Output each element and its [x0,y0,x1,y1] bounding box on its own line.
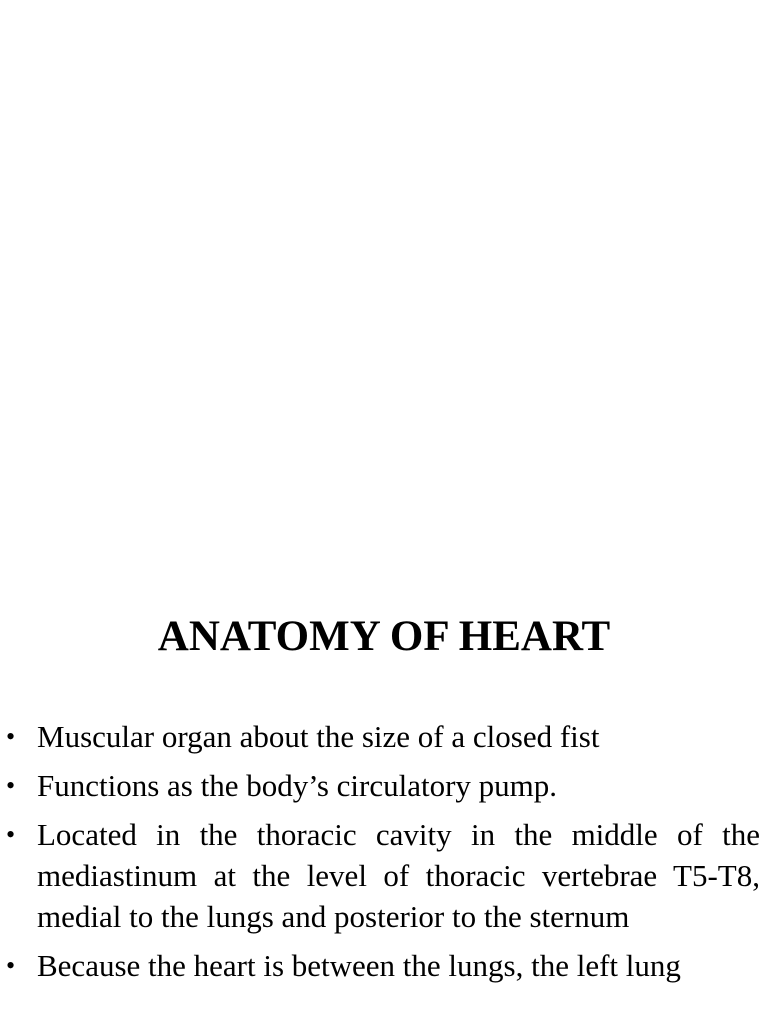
bullet-icon: • [6,820,16,849]
bullet-icon: • [6,722,16,751]
bullet-icon: • [6,771,16,800]
bullet-text: Located in the thoracic cavity in the middle of the mediastinum at the level of thoracic vertebrae T5-T8, medial to the lungs and posterior to the sternum [37,817,760,934]
bullet-item [0,765,768,806]
bullet-list [0,716,768,994]
slide-title: ANATOMY OF HEART [157,613,611,660]
bullet-item [0,814,768,937]
bullet-text: Because the heart is between the lungs, the left lung [37,948,681,983]
bullet-item [0,945,768,986]
bullet-item [0,716,768,757]
bullet-text: Functions as the body’s circulatory pump. [37,768,558,803]
bullet-icon: • [6,951,16,980]
bullet-text: Muscular organ about the size of a closed fist [37,719,600,754]
